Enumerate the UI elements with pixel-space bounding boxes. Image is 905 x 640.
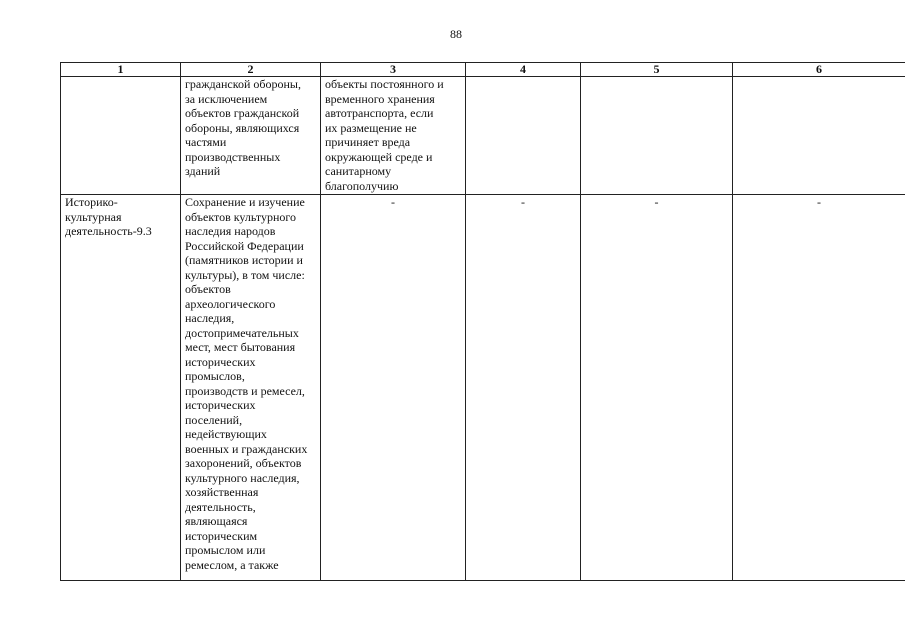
cell-text: гражданской обороны, за исключением объектов гражданской обороны, являющихся частями производственных зданий [185,77,301,178]
table-cell [61,77,181,195]
land-use-table [60,62,905,581]
column-header-2: 2 [181,63,321,77]
column-header-4: 4 [466,63,581,77]
table-row [61,77,905,195]
cell-text: Сохранение и изучение объектов культурного наследия народов Российской Федерации (памятников истории и культуры), в том числе: объектов археологического наследия, достопримечательных мест, мест бытования исторических промыслов, производств и ремесел, исторических поселений, недействующих военных и гражданских захоронений, объектов культурного наследия, хозяйственная деятельность, являющаяся историческим промыслом или ремеслом, а также [185,195,308,572]
column-header-5: 5 [581,63,733,77]
table-cell [581,77,733,195]
column-header-3: 3 [321,63,466,77]
table-cell [321,195,466,581]
table-cell [181,77,321,195]
table-cell [466,77,581,195]
cell-text: - [391,195,395,209]
cell-text: - [521,195,525,209]
table-cell [733,77,905,195]
cell-text: - [817,195,821,209]
page-number: 88 [450,27,462,41]
table-cell [181,195,321,581]
table-row [61,195,905,581]
table-cell [466,195,581,581]
cell-text: объекты постоянного и временного хранения автотранспорта, если их размещение не причиняет вреда окружающей среде и санитарному благополучию [325,77,444,193]
cell-text: Историко- культурная деятельность-9.3 [65,195,152,238]
table-header-row [61,63,905,77]
table-cell [321,77,466,195]
cell-text: - [654,195,659,209]
column-header-6: 6 [733,63,905,77]
table-cell [733,195,905,581]
table-cell [61,195,181,581]
column-header-1: 1 [61,63,181,77]
table-cell [581,195,733,581]
